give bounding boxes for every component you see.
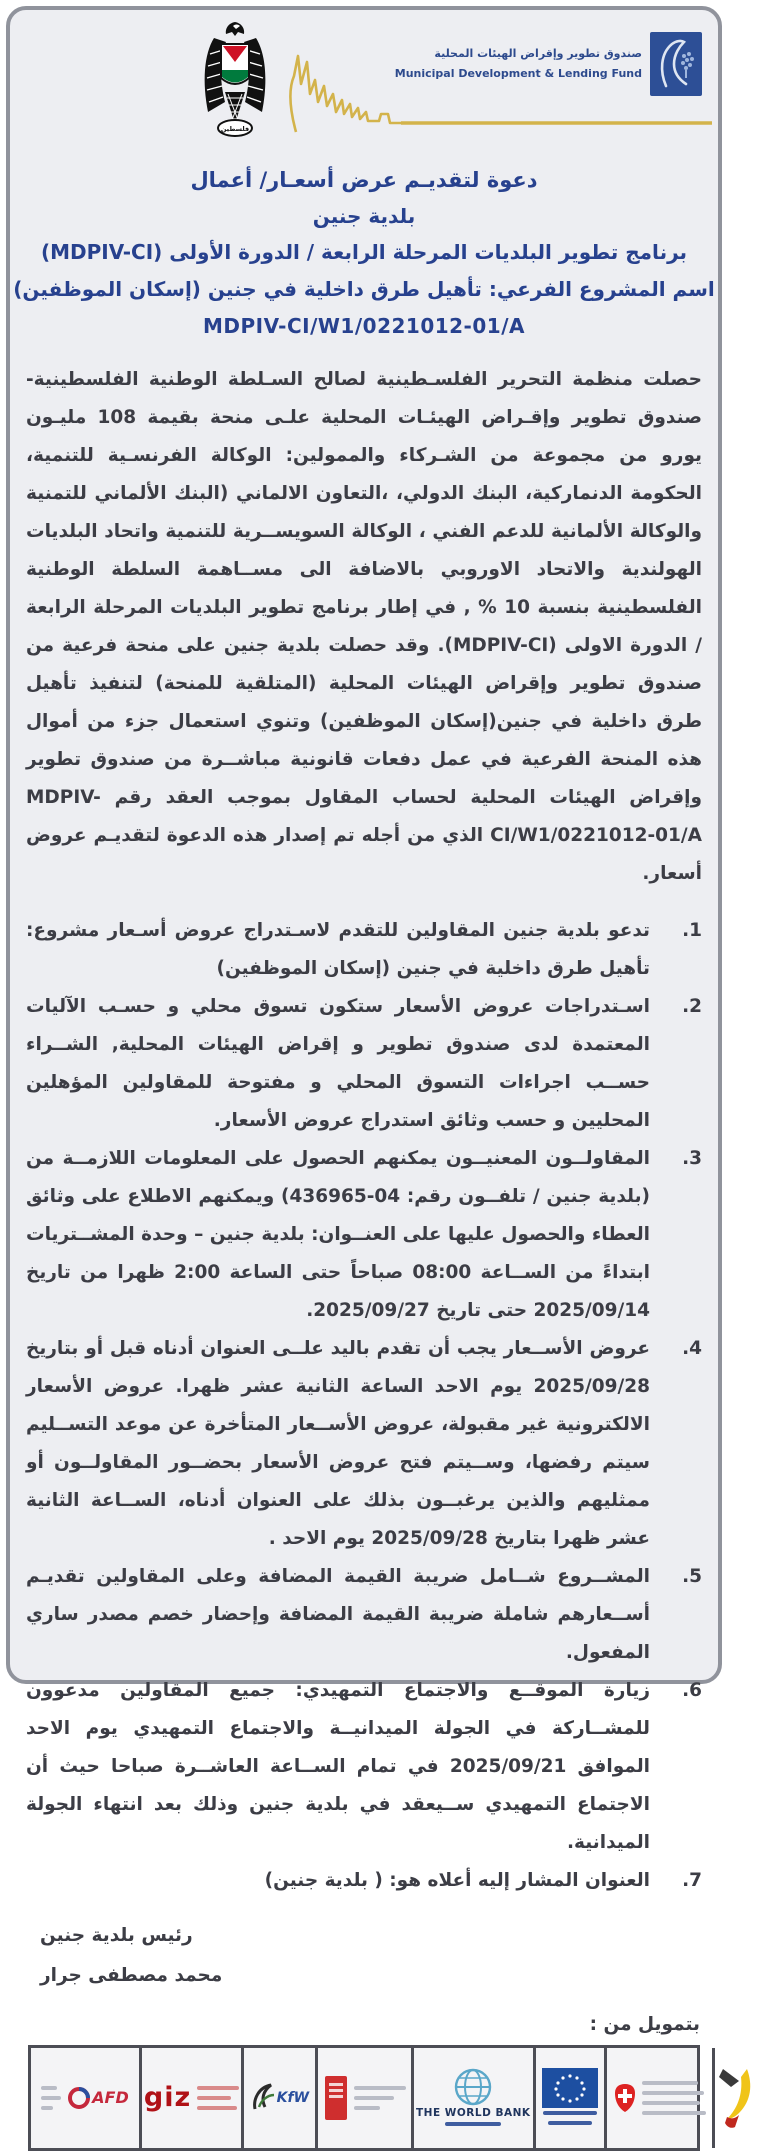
list-item-number: 6. [682, 1679, 702, 1701]
list-item-number: 4. [682, 1337, 702, 1359]
kfw-logo [241, 2048, 315, 2148]
list-item-text: تدعو بلدية جنين المقاولين للتقدم لاسـتدراج عروض أسـعار مشروع: تأهيل طرق داخلية في جنين (إسكان الموظفين) [26, 919, 650, 979]
document-body [10, 345, 718, 2151]
document-header [10, 10, 718, 148]
signature-name: محمد مصطفى جرار [40, 1964, 223, 1986]
mdlf-logo-text [395, 44, 642, 84]
mdlf-logo-block [395, 32, 702, 96]
title-block [10, 162, 718, 345]
list-item-number: 1. [682, 919, 702, 941]
list-item-text: العنوان المشار إليه أعلاه هو: ( بلدية جنين) [264, 1869, 650, 1891]
giz-wordmark: giz [143, 2082, 192, 2113]
list-item [26, 1862, 702, 1900]
list-item [26, 1330, 702, 1558]
eu-flag-icon [542, 2068, 598, 2108]
list-item-text: المشــروع شــامل ضريبة القيمة المضافة وعلى المقاولين تقديـم أســعارهم شاملة ضريبة القيمة المضافة وإحضار خصم مصدر ساري المفعول. [26, 1565, 650, 1663]
numbered-list [26, 912, 702, 1900]
signature-block [40, 1916, 702, 1996]
list-item [26, 1558, 702, 1672]
title-line-program: برنامج تطوير البلديات المرحلة الرابعة / الدورة الأولى (MDPIV-CI) [40, 240, 688, 264]
funders-logo-strip [28, 2045, 700, 2151]
funded-by-label: بتمويل من : [589, 2013, 700, 2035]
list-item-number: 2. [682, 995, 702, 1017]
afd-ring-icon [66, 2085, 92, 2111]
list-item [26, 1140, 702, 1330]
list-item-text: اسـتدراجات عروض الأسعار ستكون تسوق محلي و حسـب الآليات المعتمدة لدى صندوق تطوير و إقراض الهيئات المحلية, الشــراء حســب اجراءات التسوق المحلي و مفتوحة للمقاولين المؤهلين المحليين و حسب وثائق استدراج عروض الأسعار. [26, 995, 650, 1131]
world-bank-globe-icon [453, 2067, 493, 2107]
mdlf-title-arabic: صندوق تطوير وإقراض الهيئات المحلية [434, 47, 642, 60]
denmark-mfa-logo [315, 2048, 411, 2148]
svg-text:فلسطين: فلسطين [220, 125, 250, 133]
list-item [26, 912, 702, 988]
title-line-subproject: اسم المشروع الفرعي: تأهيل طرق داخلية في جنين (إسكان الموظفين) [13, 277, 715, 301]
world-bank-wordmark: THE WORLD BANK [416, 2106, 531, 2119]
signature-title: رئيس بلدية جنين [40, 1924, 193, 1946]
denmark-red-emblem [324, 2075, 348, 2121]
title-line-municipality: بلدية جنين [312, 204, 416, 228]
list-item [26, 1672, 702, 1862]
afd-logo [31, 2048, 139, 2148]
kfw-swoosh-icon [251, 2083, 277, 2113]
swiss-cross-icon [614, 2083, 636, 2113]
belgium-ribbon-logo [712, 2048, 759, 2148]
list-item-number: 3. [682, 1147, 702, 1169]
afd-wordmark: AFD [92, 2088, 129, 2107]
mdlf-icon [650, 32, 702, 96]
palestine-coat-of-arms-icon [192, 20, 278, 138]
list-item-text: زيارة الموقــع والاجتماع التمهيدي: جميع المقاولين مدعوون للمشــاركة في الجولة الميدانيــة والاجتماع التمهيدي يوم الاحد الموافق 2025/09/21 في تمام الســاعة العاشــرة صباحا حيث أن الاجتماع التمهيدي ســيعقد في بلدية جنين وذلك بعد انتهاء الجولة الميدانية. [26, 1679, 650, 1853]
intro-paragraph: حصلت منظمة التحرير الفلسـطينية لصالح السـلطة الوطنية الفلسطينية- صندوق تطوير وإقـراض الهيئـات المحلية علـى منحة بقيمة 108 مليـون يورو من مجموعة من الشـركاء والممولين: الوكالة الفرنسـية للتنمية، الحكومة الدنماركية، البنك الدولي، ،التعاون الالماني (البنك الألماني للتمنية والوكالة الألمانية للدعم الفني ، الوكالة السويســرية للتنمية واتحاد البلديات الهولندية والاتحاد الاوروبي بالاضافة الى مســاهمة السلطة الوطنية الفلسطينية بنسبة 10 % , في إطار برنامج تطوير البلديات المرحلة الرابعة / الدورة الاولى (MDPIV-CI). وقد حصلت بلدية جنين على منحة فرعية من صندوق تطوير وإقراض الهيئات المحلية (المتلقية للمنحة) لتنفيذ تأهيل طرق داخلية في جنين(إسكان الموظفين) وتنوي استعمال جزء من أموال هذه المنحة الفرعية في عمل دفعات قانونية مباشــرة من صندوق تطوير وإقراض الهيئات المحلية لحساب المقاول بموجب العقد رقم MDPIV-CI/W1/0221012-01/A الذي من أجله تم إصدار هذه الدعوة لتقديـم عروض أسعار. [26, 369, 703, 884]
list-item-text: المقاولــون المعنيــون يمكنهم الحصول على المعلومات اللازمــة من (بلدية جنين / تلفــون رقم: 04-436965) ويمكنهم الاطلاع على وثائق العطاء والحصول عليها على العنــوان: بلدية جنين – وحدة المشــتريات ابتداءً من الســاعة 08:00 صباحاً حتى الساعة 2:00 ظهرا من تاريخ 2025/09/14 حتى تاريخ 2025/09/27. [26, 1147, 651, 1321]
world-bank-logo [411, 2048, 533, 2148]
document-page [6, 6, 722, 2119]
switzerland-logo [604, 2048, 712, 2148]
list-item-number: 5. [682, 1565, 702, 1587]
list-item-number: 7. [682, 1869, 702, 1891]
contract-reference-code: MDPIV-CI/W1/0221012-01/A [203, 314, 525, 338]
giz-logo [139, 2048, 241, 2148]
belgium-ribbon-icon [717, 2067, 757, 2129]
list-item-text: عروض الأســعار يجب أن تقدم باليد علــى العنوان أدناه قبل أو بتاريخ 2025/09/28 يوم الاحد الساعة الثانية عشر ظهرا. عروض الأسعار الالكترونية غير مقبولة، عروض الأســعار المتأخرة عن موعد التســليم سيتم رفضها، وســيتم فتح عروض الأسعار بحضــور المقاولــون أو ممثليهم والذين يرغبــون بذلك على العنوان أدناه، الســاعة الثانية عشر ظهرا بتاريخ 2025/09/28 يوم الاحد . [26, 1337, 650, 1549]
kfw-wordmark: KfW [276, 2089, 310, 2106]
eu-flag-logo [533, 2048, 605, 2148]
mdlf-title-english: Municipal Development & Lending Fund [394, 67, 642, 80]
list-item [26, 988, 702, 1140]
title-line-invitation: دعوة لتقديـم عرض أسعـار/ أعمال [190, 168, 538, 192]
